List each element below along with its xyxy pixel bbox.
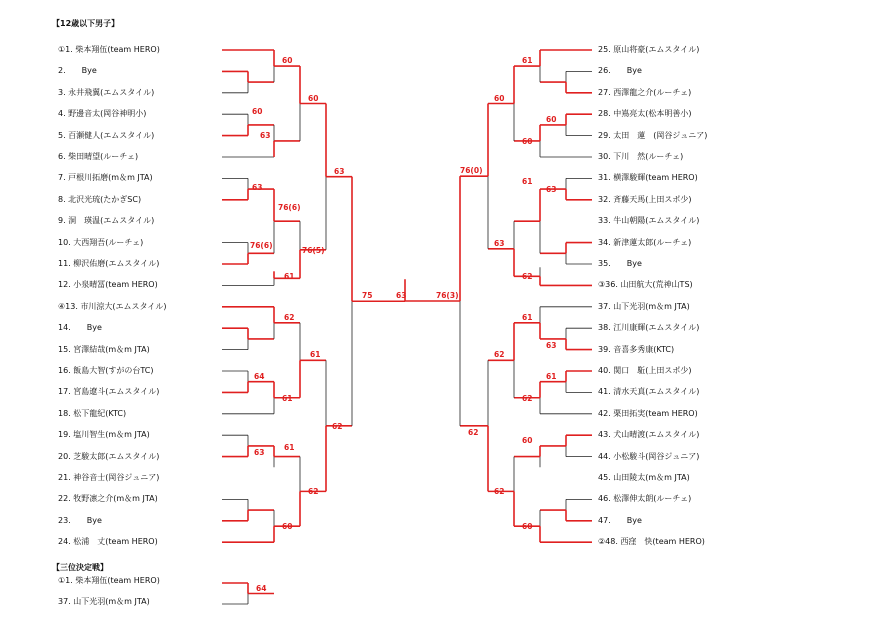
player-name: 26. Bye bbox=[598, 66, 642, 76]
player-name: ④13. 市川涼大(エムスタイル) bbox=[58, 301, 167, 311]
score-label: 61 bbox=[310, 350, 321, 360]
score-label: 61 bbox=[546, 371, 557, 381]
player-name: 47. Bye bbox=[598, 515, 642, 525]
player-name: 25. 原山将豪(エムスタイル) bbox=[598, 45, 700, 54]
score-label: 60 bbox=[522, 522, 533, 532]
player-name: 17. 宮島遼斗(エムスタイル) bbox=[58, 387, 160, 397]
score-label: 61 bbox=[284, 442, 295, 452]
player-name: 24. 松浦 丈(team HERO) bbox=[58, 537, 158, 547]
player-name: 41. 清水天真(エムスタイル) bbox=[598, 387, 700, 397]
player-name: 15. 宮澤結哉(m＆m JTA) bbox=[58, 344, 150, 354]
score-label: 60 bbox=[494, 93, 505, 103]
player-name: 34. 新津蓮太郎(ルーチェ) bbox=[598, 237, 692, 247]
score-label: 64 bbox=[256, 583, 267, 593]
score-label: 62 bbox=[332, 421, 343, 431]
score-label: 62 bbox=[522, 272, 533, 282]
player-name: 31. 横澤駿輝(team HERO) bbox=[598, 173, 698, 183]
player-name: 3. 永井飛翼(エムスタイル) bbox=[58, 87, 155, 97]
player-name: ③36. 山田航大(荒神山TS) bbox=[598, 280, 693, 290]
player-name: 14. Bye bbox=[58, 323, 102, 333]
score-label: 60 bbox=[546, 114, 557, 124]
score-label: 61 bbox=[522, 177, 533, 187]
score-label: 63 bbox=[546, 340, 557, 350]
player-name: 2. Bye bbox=[58, 66, 97, 76]
score-label: 60 bbox=[282, 522, 293, 532]
score-label: 61 bbox=[522, 56, 533, 66]
score-label: 60 bbox=[252, 106, 263, 116]
score-label: 64 bbox=[254, 371, 265, 381]
score-label: 76(3) bbox=[436, 290, 459, 300]
player-name: 38. 江川康輝(エムスタイル) bbox=[598, 323, 700, 333]
player-name: 7. 戸根川拓磨(m＆m JTA) bbox=[58, 173, 153, 183]
score-label: 62 bbox=[494, 350, 505, 360]
player-name: 22. 牧野凛之介(m＆m JTA) bbox=[58, 494, 158, 504]
score-label: 62 bbox=[522, 393, 533, 403]
player-name: 23. Bye bbox=[58, 515, 102, 525]
score-label: 62 bbox=[308, 487, 319, 497]
score-label: 63 bbox=[254, 447, 265, 457]
player-name: 19. 塩川智生(m＆m JTA) bbox=[58, 430, 150, 440]
draw-title: 【12歳以下男子】 bbox=[52, 19, 120, 28]
player-name: 6. 柴田晴望(ルーチェ) bbox=[58, 152, 139, 161]
score-label: 75 bbox=[362, 291, 373, 301]
player-name: 37. 山下光羽(m＆m JTA) bbox=[598, 301, 690, 311]
player-name: 10. 大西翔吾(ルーチェ) bbox=[58, 237, 144, 247]
player-name: 5. 百瀬健人(エムスタイル) bbox=[58, 130, 155, 140]
score-label: 62 bbox=[284, 312, 295, 322]
player-name: 42. 栗田拓実(team HERO) bbox=[598, 408, 698, 418]
player-name: ②48. 西窪 快(team HERO) bbox=[598, 537, 705, 547]
consolation-title: 【三位決定戦】 bbox=[52, 563, 108, 572]
player-name: ①1. 柴本翔伍(team HERO) bbox=[58, 45, 160, 54]
player-name: ①1. 柴本翔伍(team HERO) bbox=[58, 576, 160, 585]
player-name: 18. 松下龍紀(KTC) bbox=[58, 408, 127, 418]
player-name: 30. 下川 然(ルーチェ) bbox=[598, 152, 684, 161]
player-name: 11. 柳沢佑磨(エムスタイル) bbox=[58, 259, 160, 268]
player-name: 12. 小泉晴冨(team HERO) bbox=[58, 280, 158, 290]
score-label: 63 bbox=[252, 183, 263, 193]
score-label: 60 bbox=[522, 435, 533, 445]
score-label: 63 bbox=[334, 166, 345, 176]
player-name: 32. 斉藤天馬(上田スポ少) bbox=[598, 194, 692, 204]
player-name: 21. 神谷音士(岡谷ジュニア) bbox=[58, 473, 160, 482]
score-label: 62 bbox=[494, 487, 505, 497]
player-name: 33. 牛山朝陽(エムスタイル) bbox=[598, 216, 700, 226]
score-label: 61 bbox=[522, 312, 533, 322]
player-name: 45. 山田陵太(m＆m JTA) bbox=[598, 473, 690, 482]
score-label: 76(0) bbox=[460, 166, 483, 176]
player-name: 16. 飯島大智(すがの台TC) bbox=[58, 366, 154, 375]
score-label: 60 bbox=[522, 136, 533, 146]
score-label: 61 bbox=[282, 393, 293, 403]
player-name: 9. 洞 瑛温(エムスタイル) bbox=[58, 216, 155, 226]
score-label: 60 bbox=[308, 93, 319, 103]
player-name: 4. 野邊音太(岡谷神明小) bbox=[58, 109, 147, 119]
score-label: 60 bbox=[282, 56, 293, 66]
score-label: 63 bbox=[546, 185, 557, 195]
score-label: 63 bbox=[494, 238, 505, 248]
player-name: 43. 犬山晴渡(エムスタイル) bbox=[598, 430, 700, 440]
score-label: 63 bbox=[396, 291, 407, 301]
player-name: 28. 中嶌亮太(松本明善小) bbox=[598, 109, 692, 119]
player-name: 35. Bye bbox=[598, 259, 642, 268]
player-name: 37. 山下光羽(m＆m JTA) bbox=[58, 597, 150, 607]
player-name: 20. 芝駿太郎(エムスタイル) bbox=[58, 451, 160, 461]
player-name: 46. 松澤伸太朗(ルーチェ) bbox=[598, 494, 692, 504]
score-label: 62 bbox=[468, 427, 479, 437]
player-name: 27. 西澤龍之介(ルーチェ) bbox=[598, 87, 692, 97]
player-name: 44. 小松駿斗(岡谷ジュニア) bbox=[598, 451, 700, 461]
score-label: 76(6) bbox=[250, 241, 273, 251]
score-label: 63 bbox=[260, 130, 271, 140]
player-name: 8. 北沢光琉(たかぎSC) bbox=[58, 194, 142, 204]
player-name: 29. 太田 蓮 (岡谷ジュニア) bbox=[598, 130, 708, 140]
score-label: 76(6) bbox=[278, 203, 301, 213]
score-label: 61 bbox=[284, 272, 295, 282]
player-name: 39. 音喜多秀康(KTC) bbox=[598, 344, 675, 354]
player-name: 40. 関口 駈(上田スポ少) bbox=[598, 366, 692, 375]
score-label: 76(5) bbox=[302, 245, 325, 255]
